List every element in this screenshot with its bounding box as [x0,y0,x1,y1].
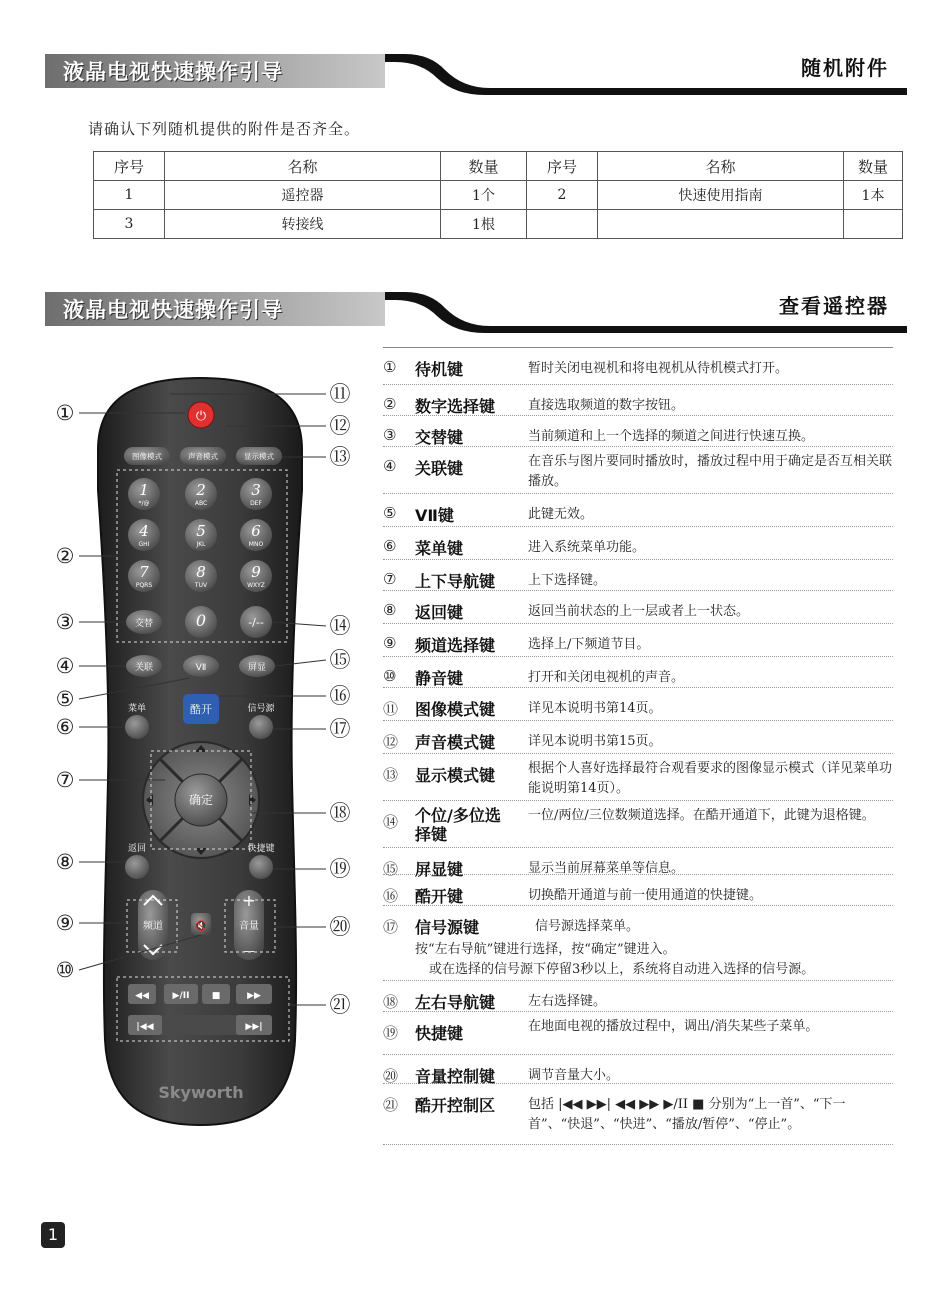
mute-icon: 🔇 [194,921,208,932]
channel-label: 频道 [143,921,163,932]
brand-logo: Skyworth [158,1083,244,1102]
key-name: 图像模式键 [415,700,496,719]
menu-button[interactable] [125,715,149,739]
callout-number: ⑲ [329,857,351,881]
section-header [45,50,907,96]
callout-number: ㉑ [329,993,351,1017]
play-pause-icon: ▶/II [172,991,190,1001]
header-cell: 数量 [441,152,527,181]
key-name: 交替键 [415,428,464,447]
key-name: 频道选择键 [415,636,496,655]
table-cell: 1个 [441,181,527,210]
table-cell [527,210,598,239]
table-cell: 1 [94,181,165,210]
key-number: ⑭ [383,813,399,831]
table-cell: 1本 [844,181,903,210]
table-header-row [94,152,903,181]
key-number: ⑳ [383,1067,399,1085]
section-subtitle: 随机附件 [801,56,889,80]
table-row [94,181,903,210]
key-name: 数字选择键 [415,397,496,416]
key-row [383,1012,893,1055]
key-number: ⑱ [383,993,399,1011]
key-number: ④ [383,457,397,475]
key-row [383,494,893,527]
key-row [383,754,893,801]
previous-icon: |◀◀ [136,1022,154,1032]
key-number: ⑬ [383,766,399,784]
digit-6-label: 6 [251,522,261,540]
callout-number: ④ [55,654,75,678]
key-number: ㉑ [383,1096,399,1114]
callout-number: ⑧ [55,850,75,874]
callout-number: ⑯ [329,684,351,708]
key-row [383,981,893,1012]
remote-control-illustration [40,360,370,1150]
intro-text: 请确认下列随机提供的附件是否齐全。 [88,120,361,138]
table-cell [844,210,903,239]
callout-number: ⑳ [329,915,351,939]
table-cell [598,210,844,239]
key-row [383,624,893,657]
key-name: 上下导航键 [415,572,496,591]
numeric-keypad [128,478,272,592]
key-name: 关联键 [415,459,464,478]
callout-number: ⑤ [55,687,75,711]
key-row [383,848,893,879]
key-description: 根据个人喜好选择最符合观看要求的图像显示模式（详见菜单功能说明第14页）。 [528,761,893,796]
header-cell: 序号 [94,152,165,181]
key-description: 进入系统菜单功能。 [528,540,646,555]
key-row [383,801,893,848]
next-icon: ▶▶| [245,1022,263,1032]
rewind-icon: ◀◀ [135,991,149,1001]
fast-forward-icon: ▶▶ [247,991,261,1001]
digit-1-letters: */@ [138,500,150,507]
key-extra-note: 或在选择的信号源下停留3秒以上，系统将自动进入选择的信号源。 [429,962,815,977]
key-name: 快捷键 [415,1024,464,1043]
key-row [383,560,893,591]
digit-5-letters: JKL [196,541,206,548]
digit-6-letters: MNO [248,541,264,548]
key-number: ⑥ [383,537,397,555]
source-label: 信号源 [247,704,275,714]
section-title: 液晶电视快速操作引导 [63,298,283,322]
key-number: ⑰ [383,918,399,936]
key-row [383,416,893,447]
callout-number: ⑩ [55,958,75,982]
digit-3-letters: DEF [250,500,262,507]
digit-5-label: 5 [196,522,206,540]
key-row [383,721,893,754]
key-number: ⑨ [383,634,397,652]
key-number: ⑦ [383,570,397,588]
key-row [383,657,893,688]
hotkey-button[interactable] [249,855,273,879]
key-description: 在地面电视的播放过程中，调出/消失某些子菜单。 [528,1019,819,1034]
key-description: 在音乐与图片要同时播放时，播放过程中用于确定是否互相关联播放。 [528,454,893,489]
kukai-label: 酷开 [190,703,212,716]
section-header [45,288,907,334]
vii-label: VⅡ [195,663,207,673]
key-description: 此键无效。 [528,507,594,522]
callout-number: ⑰ [329,717,351,741]
key-row [383,875,893,906]
digit-8-letters: TUV [194,582,208,589]
callout-number: ⑬ [329,445,351,469]
key-description: 返回当前状态的上一层或者上一状态。 [528,604,750,619]
ok-label: 确定 [188,793,214,807]
stop-icon: ■ [211,991,221,1001]
header-cell: 数量 [844,152,903,181]
key-name: 屏显键 [415,860,464,879]
callout-number: ⑪ [329,382,351,406]
back-label: 返回 [127,844,147,854]
key-name: 静音键 [415,669,464,688]
table-cell: 转接线 [165,210,441,239]
callout-number: ⑭ [329,614,351,638]
accessory-table [93,151,903,239]
key-description: 调节音量大小。 [528,1068,620,1083]
key-row [383,591,893,624]
key-row [383,385,893,416]
link-label: 关联 [134,663,154,673]
key-description: 详见本说明书第14页。 [528,701,662,716]
key-description: 详见本说明书第15页。 [528,734,662,749]
swap-label: 交替 [134,619,154,629]
key-description: 打开和关闭电视机的声音。 [528,670,685,685]
table-cell: 1根 [441,210,527,239]
key-number: ① [383,358,397,376]
hotkey-label: 快捷键 [247,844,275,854]
key-description: 选择上/下频道节目。 [528,637,650,652]
key-name: 信号源键 [415,918,480,937]
source-button[interactable] [249,715,273,739]
key-number: ⑮ [383,860,399,878]
key-extra-note: 按“左右导航”键进行选择，按“确定”键进入。 [415,942,676,957]
key-description: 显示当前屏幕菜单等信息。 [528,861,685,876]
callout-number: ⑨ [55,911,75,935]
digit-1-label: 1 [139,481,149,499]
digit-7-letters: PQRS [135,582,153,589]
key-description: 一位/两位/三位数频道选择。在酷开通道下，此键为退格键。 [528,808,875,823]
section-subtitle: 查看遥控器 [779,294,889,318]
digit-2-letters: ABC [194,500,208,507]
digit-4-letters: GHI [138,541,150,548]
callout-number: ⑥ [55,715,75,739]
digit-8-label: 8 [196,563,206,581]
digit-9-letters: WXYZ [247,582,265,589]
key-row [383,447,893,494]
key-description: 左右选择键。 [528,994,607,1009]
header-cell: 序号 [527,152,598,181]
table-row [94,210,903,239]
key-name: 待机键 [415,360,464,379]
callout-number: ⑮ [329,648,351,672]
key-name: 酷开控制区 [415,1096,496,1115]
key-number: ② [383,395,397,413]
key-row [383,906,893,981]
callout-number: ① [55,401,75,425]
key-name: 左右导航键 [415,993,496,1012]
key-name: VⅡ键 [415,506,454,525]
callout-number: ② [55,544,75,568]
key-number: ⑪ [383,700,399,718]
key-row [383,688,893,721]
key-description: 当前频道和上一个选择的频道之间进行快速互换。 [528,429,815,444]
digit-9-label: 9 [251,563,261,581]
page-number: 1 [41,1222,65,1248]
menu-label: 菜单 [127,704,147,714]
digit-7-label: 7 [139,563,149,581]
table-cell: 3 [94,210,165,239]
callout-number: ③ [55,610,75,634]
key-name: 酷开键 [415,887,464,906]
key-name: 菜单键 [415,539,464,558]
callout-number: ⑦ [55,768,75,792]
section-title: 液晶电视快速操作引导 [63,60,283,84]
key-name: 返回键 [415,603,464,622]
key-description-list [383,347,893,1145]
key-number: ⑫ [383,733,399,751]
table-cell: 遥控器 [165,181,441,210]
key-name: 显示模式键 [415,766,496,785]
key-description: 信号源选择菜单。 [535,919,640,934]
key-row [383,348,893,385]
back-button[interactable] [125,855,149,879]
screen-display-label: 屏显 [247,663,267,673]
picture-mode-label: 图像模式 [132,452,162,461]
key-description: 包括 |◀◀ ▶▶| ◀◀ ▶▶ ▶/II ■ 分别为“上一首”、“下一首”、“快退”、“快进”、“播放/暂停”、“停止”。 [528,1097,846,1132]
key-name: 声音模式键 [415,733,496,752]
key-description: 直接选取频道的数字按钮。 [528,398,685,413]
key-description: 上下选择键。 [528,573,607,588]
power-icon: ⏻ [195,409,207,424]
table-cell: 2 [527,181,598,210]
key-name: 音量控制键 [415,1067,496,1086]
volume-up-icon: + [242,891,256,910]
key-description: 切换酷开通道与前一使用通道的快捷键。 [528,888,763,903]
volume-label: 音量 [239,921,259,932]
key-number: ⑲ [383,1024,399,1042]
digit-2-label: 2 [196,481,206,499]
digit-0-label: 0 [195,611,207,630]
key-number: ⑩ [383,667,397,685]
key-description: 暂时关闭电视机和将电视机从待机模式打开。 [528,361,789,376]
key-row [383,1084,893,1145]
key-row [383,527,893,560]
key-row [383,1055,893,1084]
key-number: ③ [383,426,397,444]
callout-number: ⑱ [329,801,351,825]
key-number: ⑯ [383,887,399,905]
table-cell: 快速使用指南 [598,181,844,210]
key-number: ⑤ [383,504,397,522]
header-cell: 名称 [598,152,844,181]
dash-label: -/-- [248,616,264,629]
display-mode-label: 显示模式 [244,452,274,461]
sound-mode-label: 声音模式 [188,452,218,461]
header-cell: 名称 [165,152,441,181]
key-name: 个位/多位选择键 [415,806,501,844]
digit-3-label: 3 [251,481,261,499]
key-number: ⑧ [383,601,397,619]
volume-down-icon: — [243,944,255,958]
digit-4-label: 4 [139,522,149,540]
callout-number: ⑫ [329,414,351,438]
